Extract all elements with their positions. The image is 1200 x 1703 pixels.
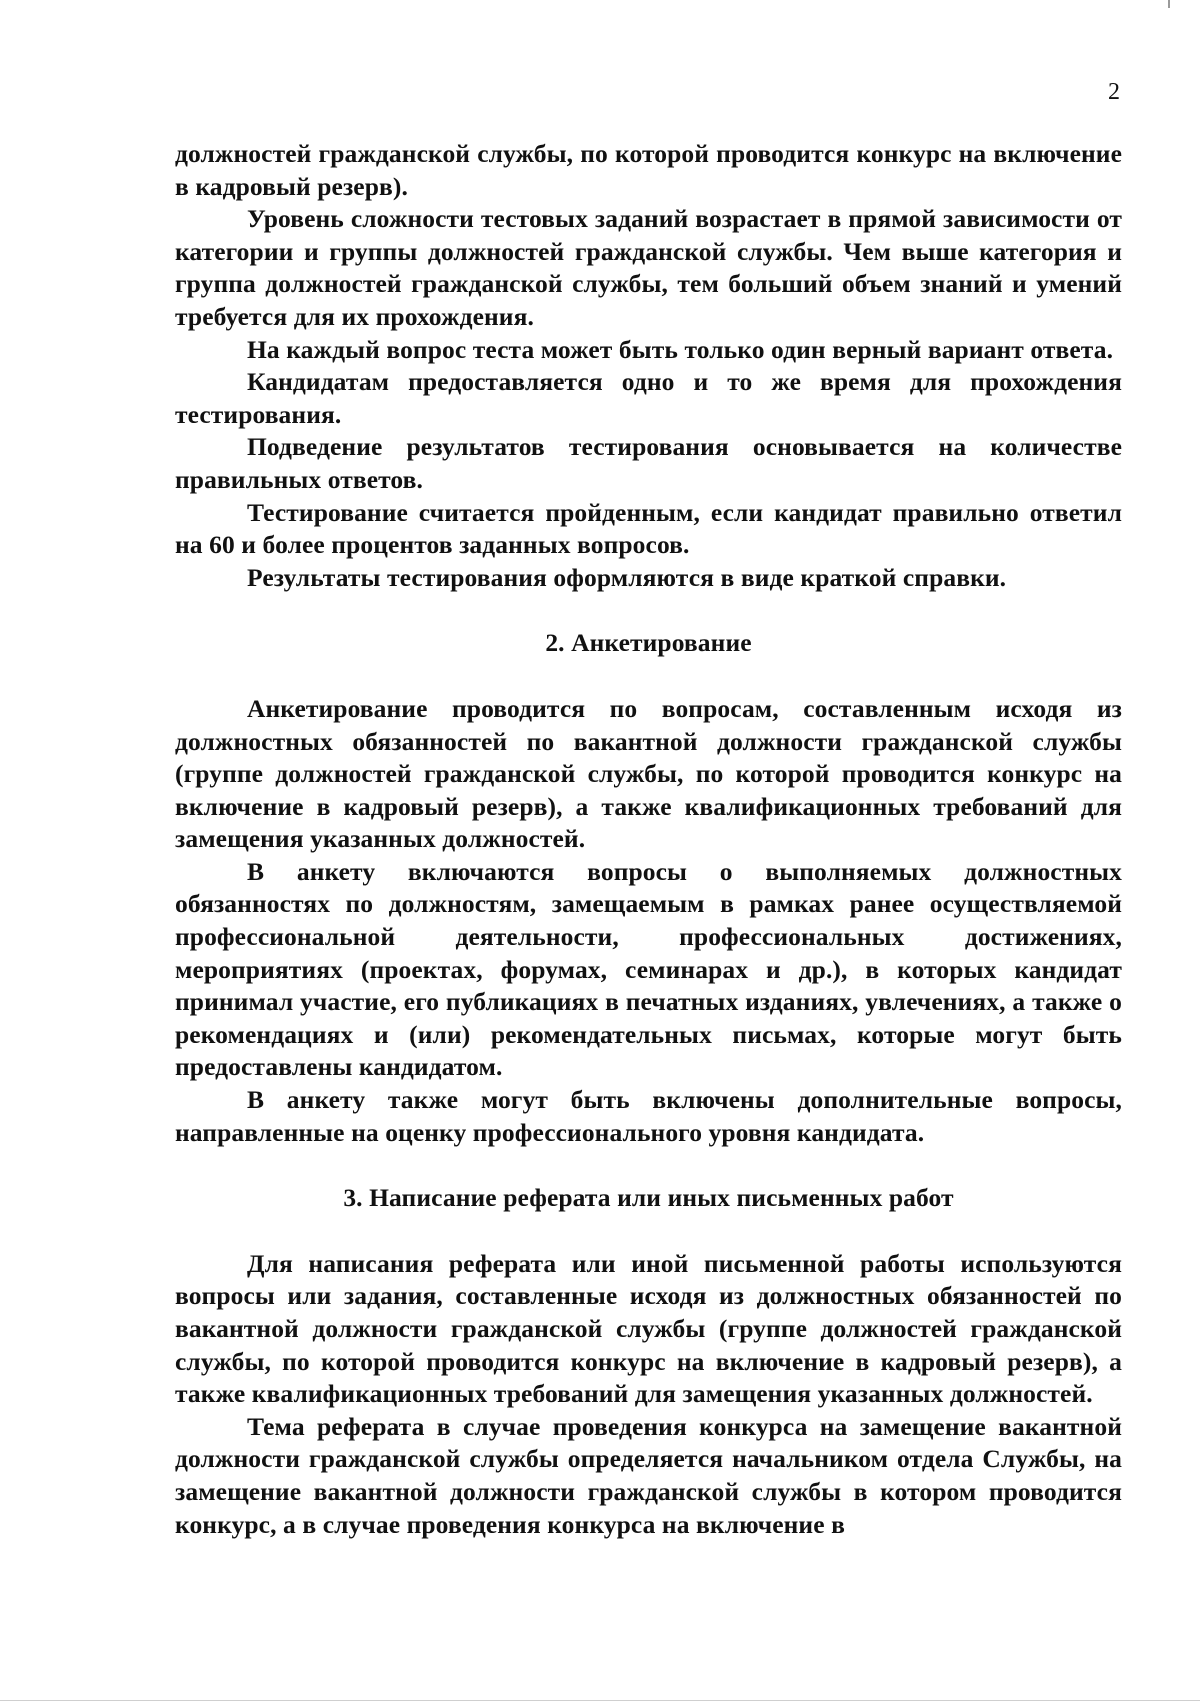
section-heading-questionnaire: 2. Анкетирование — [545, 628, 752, 658]
paragraph: На каждый вопрос теста может быть только один верный вариант ответа. — [247, 334, 1114, 364]
section-heading-essay: 3. Написание реферата или иных письменных работ — [343, 1183, 954, 1213]
paragraph-continuation: должностей гражданской службы, по которой проводится конкурс на включение в кадровый резерв). — [175, 139, 1122, 201]
page-bottom-edge — [0, 1700, 1200, 1701]
paragraph: Подведение результатов тестирования основывается на количестве правильных ответов. — [175, 432, 1122, 494]
scan-artifact — [1168, 0, 1170, 8]
paragraph: Тема реферата в случае проведения конкурса на замещение вакантной должности гражданской службы определяется начальником отдела Службы, на замещение вакантной должности гражданской службы в котором проводится конкурс, а в случае проведения конкурса на включение в — [175, 1411, 1122, 1539]
paragraph: Уровень сложности тестовых заданий возрастает в прямой зависимости от категории и группы должностей гражданской службы. Чем выше категория и группа должностей гражданской службы, тем больший объем знаний и умений требуется для их прохождения. — [175, 204, 1122, 331]
spacer — [175, 1215, 1122, 1248]
paragraph: Тестирование считается пройденным, если кандидат правильно ответил на 60 и более процентов заданных вопросов. — [175, 497, 1122, 560]
paragraph: Анкетирование проводится по вопросам, составленным исходя из должностных обязанностей по вакантной должности гражданской службы (группе должностей гражданской службы, по которой проводится конкурс на включение в кадровый резерв), а также квалификационных требований для замещения указанных должностей. — [175, 693, 1122, 854]
paragraph: В анкету также могут быть включены дополнительные вопросы, направленные на оценку профессионального уровня кандидата. — [175, 1085, 1122, 1147]
spacer — [175, 1149, 1122, 1182]
document-body — [175, 138, 1122, 1541]
spacer — [175, 594, 1122, 627]
spacer — [175, 660, 1122, 693]
paragraph: Для написания реферата или иной письменной работы используются вопросы или задания, составленные исходя из должностных обязанностей по вакантной должности гражданской службы (группе должностей гражданской службы, по которой проводится конкурс на включение в кадровый резерв), а также квалификационных требований для замещения указанных должностей. — [175, 1248, 1122, 1409]
paragraph: Кандидатам предоставляется одно и то же время для прохождения тестирования. — [175, 367, 1122, 429]
paragraph: В анкету включаются вопросы о выполняемых должностных обязанностях по должностям, замещаемым в рамках ранее осуществляемой профессиональной деятельности, профессиональных достижениях, мероприятиях (проектах, форумах, семинарах и др.), в которых кандидат принимал участие, его публикациях в печатных изданиях, увлечениях, а также о рекомендациях и (или) рекомендательных письмах, которые могут быть предоставлены кандидатом. — [175, 856, 1122, 1082]
paragraph: Результаты тестирования оформляются в виде краткой справки. — [247, 562, 1007, 592]
page-number: 2 — [1108, 79, 1120, 105]
